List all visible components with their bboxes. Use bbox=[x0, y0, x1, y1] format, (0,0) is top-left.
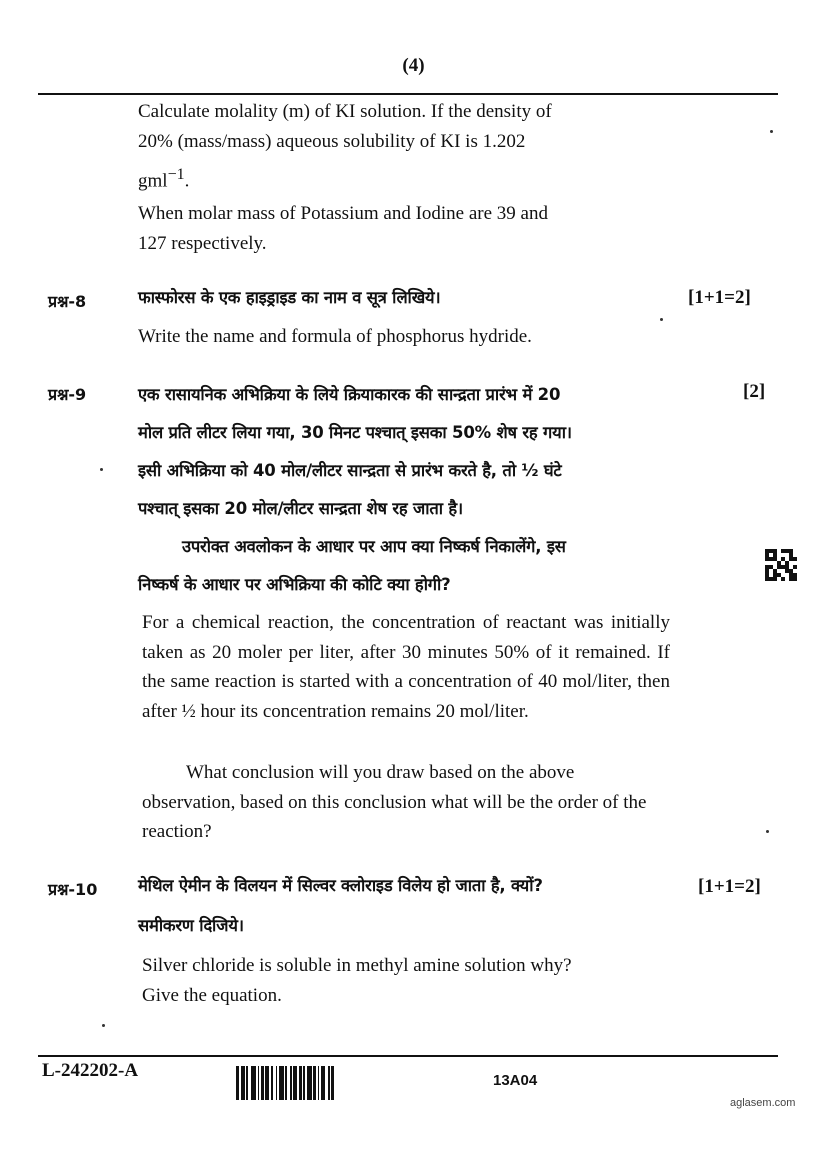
q7-period: . bbox=[184, 170, 190, 192]
footer-rule bbox=[38, 1055, 778, 1057]
q9-english-para-1: For a chemical reaction, the concentration of reactant was initially taken as 20 moler per liter, after 30 minutes 50% of it remained. If the same reaction is started with a concentration of 40 mol/liter, then after ½ hour its concentration remains 20 mol/liter. bbox=[142, 612, 670, 722]
q9-hindi-line-1: एक रासायनिक अभिक्रिया के लिये क्रियाकारक की सान्द्रता प्रारंभ में 20 bbox=[138, 385, 561, 404]
barcode bbox=[236, 1066, 462, 1100]
q10-hindi-line-1: मेथिल ऐमीन के विलयन में सिल्वर क्लोराइड विलेय हो जाता है, क्यों? bbox=[138, 876, 543, 895]
q7-line-2: 20% (mass/mass) aqueous solubility of KI is 1.202 bbox=[138, 131, 526, 152]
speck bbox=[100, 468, 103, 471]
speck bbox=[102, 1024, 105, 1027]
q9-english-para-2: What conclusion will you draw based on the above observation, based on this conclusion what will be the order of the reaction? bbox=[142, 762, 647, 842]
q9-hindi-line-6: निष्कर्ष के आधार पर अभिक्रिया की कोटि क्या होगी? bbox=[138, 575, 451, 594]
q7-unit: gml bbox=[138, 170, 168, 192]
q9-label: प्रश्न-9 bbox=[48, 385, 87, 404]
q10-english-line-1: Silver chloride is soluble in methyl amine solution why? bbox=[142, 955, 572, 976]
q7-continuation bbox=[138, 97, 658, 259]
qr-module bbox=[793, 577, 797, 581]
q7-line-5: 127 respectively. bbox=[138, 233, 267, 255]
q7-unit-exponent: −1 bbox=[167, 166, 185, 183]
qr-code bbox=[765, 549, 797, 581]
barcode-bar bbox=[334, 1066, 336, 1100]
q9-hindi-line-5: उपरोक्त अवलोकन के आधार पर आप क्या निष्कर्ष निकालेंगे, इस bbox=[182, 537, 566, 556]
page-number: (4) bbox=[402, 55, 425, 76]
q9-marks: [2] bbox=[743, 381, 766, 402]
q8-hindi-text: फास्फोरस के एक हाइड्राइड का नाम व सूत्र लिखिये। bbox=[138, 288, 441, 307]
q8-marks: [1+1=2] bbox=[688, 287, 751, 308]
q7-line-1: Calculate molality (m) of KI solution. If the density of bbox=[138, 101, 552, 122]
q8-label: प्रश्न-8 bbox=[48, 292, 87, 311]
q9-hindi-block bbox=[138, 376, 678, 604]
paper-code: L-242202-A bbox=[42, 1060, 139, 1081]
q7-line-3 bbox=[138, 157, 658, 199]
barcode-code: 13A04 bbox=[493, 1072, 538, 1089]
q9-hindi-line-2: मोल प्रति लीटर लिया गया, 30 मिनट पश्चात् इसका 50% शेष रह गया। bbox=[138, 423, 572, 442]
speck bbox=[660, 318, 663, 321]
q7-line-4: When molar mass of Potassium and Iodine are 39 and bbox=[138, 203, 548, 225]
watermark: aglasem.com bbox=[730, 1097, 796, 1109]
speck bbox=[770, 130, 773, 133]
q10-hindi-line-2: समीकरण दिजिये। bbox=[138, 916, 244, 935]
speck bbox=[766, 830, 769, 833]
q10-marks: [1+1=2] bbox=[698, 876, 761, 897]
top-rule bbox=[38, 93, 778, 95]
q10-english-line-2: Give the equation. bbox=[142, 985, 282, 1006]
q9-hindi-line-3: इसी अभिक्रिया को 40 मोल/लीटर सान्द्रता से प्रारंभ करते है, तो ½ घंटे bbox=[138, 461, 562, 480]
q9-hindi-line-4: पश्चात् इसका 20 मोल/लीटर सान्द्रता शेष रह जाता है। bbox=[138, 499, 463, 518]
q8-english-text: Write the name and formula of phosphorus hydride. bbox=[138, 326, 532, 347]
q10-label: प्रश्न-10 bbox=[48, 880, 98, 899]
